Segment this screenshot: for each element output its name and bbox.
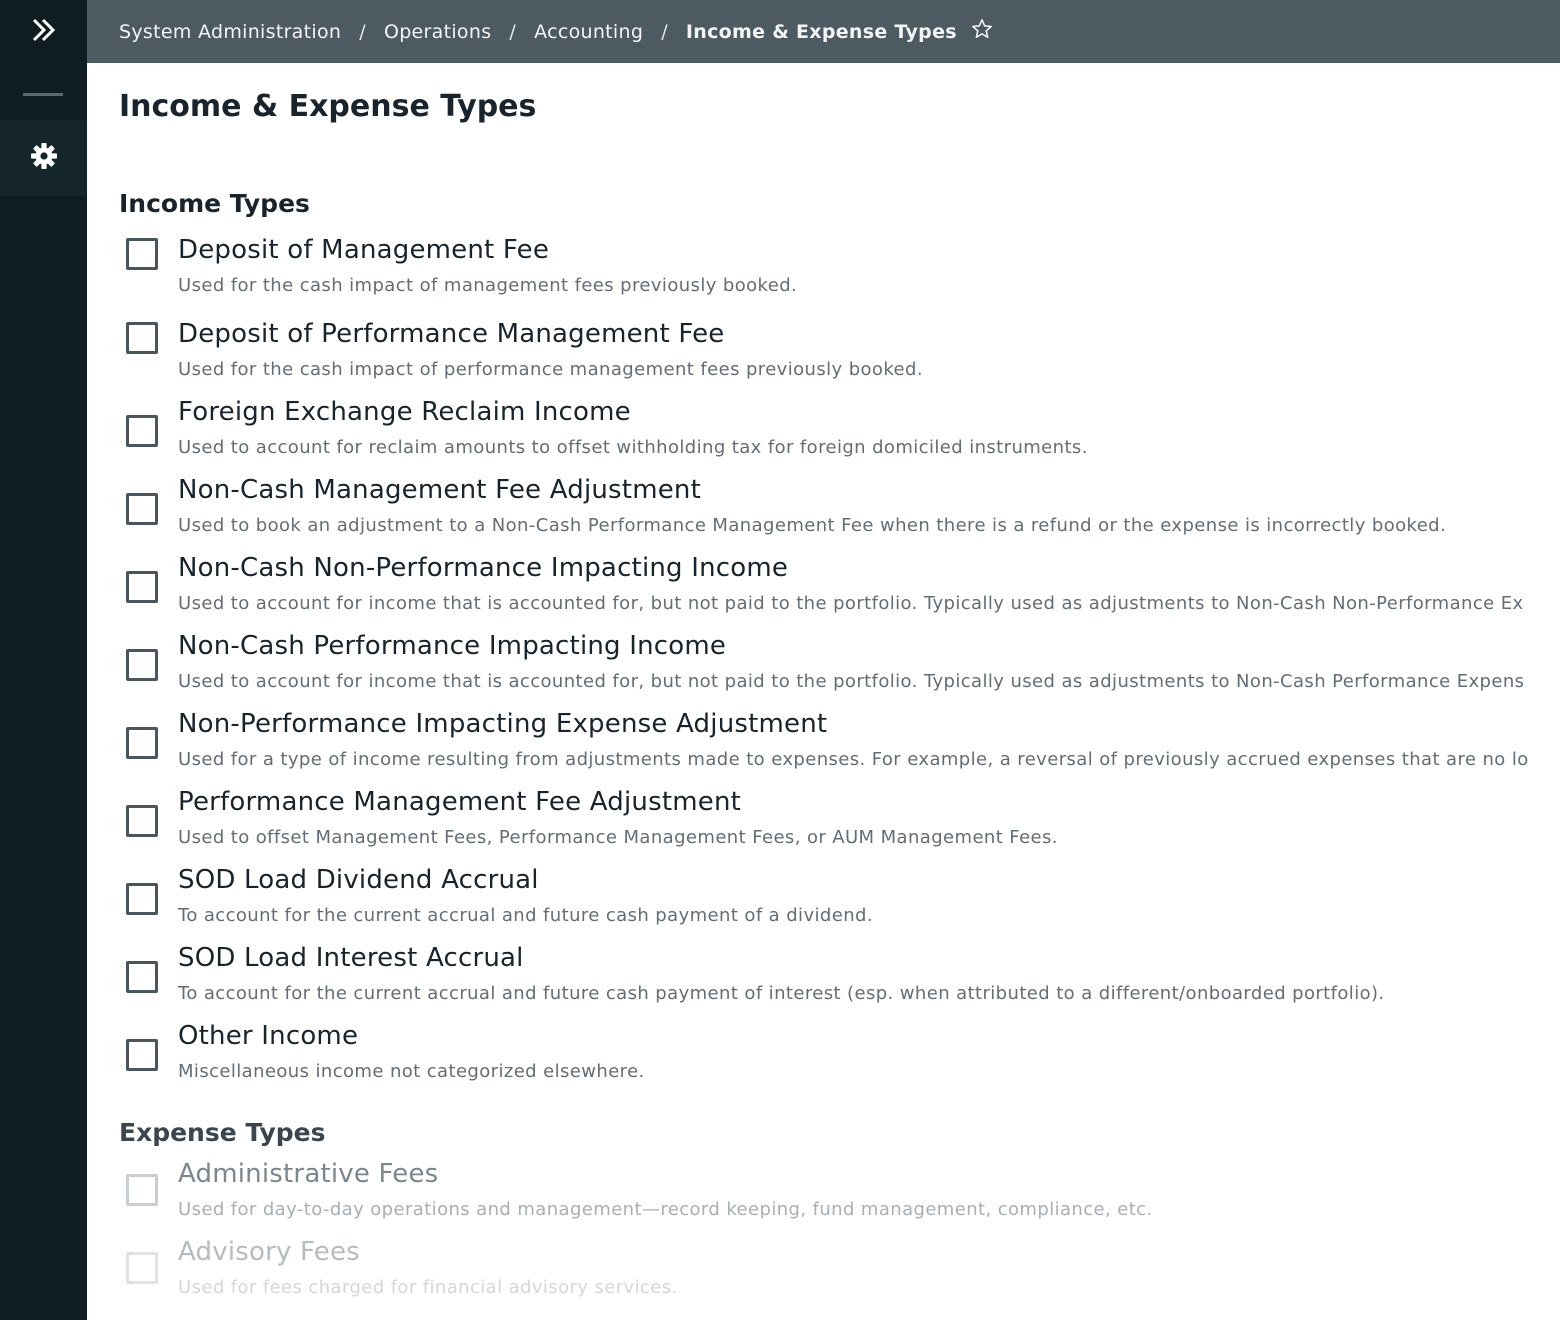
checkbox[interactable]: [126, 961, 158, 993]
option-label: Advisory Fees: [178, 1237, 360, 1267]
option-description: Used for a type of income resulting from adjustments made to expenses. For example, a reversal of previously accrued expenses that are no lo: [178, 749, 1529, 770]
main-content: [119, 63, 1560, 1320]
income-option-performance-management-fee-adjustment[interactable]: [119, 787, 1560, 857]
checkbox[interactable]: [126, 805, 158, 837]
checkbox[interactable]: [126, 1252, 158, 1284]
option-description: To account for the current accrual and future cash payment of interest (esp. when attributed to a different/onboarded portfolio).: [178, 983, 1385, 1004]
option-label: Deposit of Performance Management Fee: [178, 319, 725, 349]
option-description: Used to offset Management Fees, Performance Management Fees, or AUM Management Fees.: [178, 827, 1058, 848]
income-option-non-performance-expense-adjustment[interactable]: [119, 709, 1560, 779]
checkbox[interactable]: [126, 1039, 158, 1071]
expense-option-advisory-fees[interactable]: [119, 1237, 1560, 1307]
checkbox[interactable]: [126, 415, 158, 447]
breadcrumb-separator: /: [661, 20, 668, 43]
income-option-sod-load-interest-accrual[interactable]: [119, 943, 1560, 1013]
option-description: Used to account for income that is accounted for, but not paid to the portfolio. Typically used as adjustments to Non-Cash Performance Expens: [178, 671, 1525, 692]
option-label: Non-Cash Non-Performance Impacting Income: [178, 553, 789, 583]
sidebar: [0, 0, 87, 1320]
favorite-button[interactable]: [971, 18, 993, 45]
option-label: Deposit of Management Fee: [178, 235, 550, 265]
checkbox[interactable]: [126, 571, 158, 603]
option-label: Non-Cash Management Fee Adjustment: [178, 475, 701, 505]
option-label: Non-Cash Performance Impacting Income: [178, 631, 727, 661]
option-label: Other Income: [178, 1021, 359, 1051]
option-label: Performance Management Fee Adjustment: [178, 787, 742, 817]
checkbox[interactable]: [126, 883, 158, 915]
expand-sidebar-button[interactable]: [0, 0, 87, 63]
breadcrumb-system-administration[interactable]: System Administration: [119, 20, 342, 43]
checkbox[interactable]: [126, 493, 158, 525]
income-option-non-cash-non-performance-income[interactable]: [119, 553, 1560, 623]
checkbox[interactable]: [126, 649, 158, 681]
option-description: Miscellaneous income not categorized elsewhere.: [178, 1061, 645, 1082]
income-option-fx-reclaim-income[interactable]: [119, 397, 1560, 467]
expense-option-administrative-fees[interactable]: [119, 1159, 1560, 1229]
breadcrumb-operations[interactable]: Operations: [383, 20, 492, 43]
option-description: To account for the current accrual and future cash payment of a dividend.: [178, 905, 873, 926]
chevron-double-right-icon: [31, 17, 57, 47]
income-option-non-cash-management-fee-adjustment[interactable]: [119, 475, 1560, 545]
option-label: SOD Load Dividend Accrual: [178, 865, 539, 895]
income-option-deposit-performance-management-fee[interactable]: [119, 319, 1560, 389]
breadcrumb-separator: /: [509, 20, 517, 43]
sidebar-divider: [23, 93, 63, 96]
option-description: Used to account for reclaim amounts to offset withholding tax for foreign domiciled instruments.: [178, 437, 1088, 458]
income-option-sod-load-dividend-accrual[interactable]: [119, 865, 1560, 935]
breadcrumb-separator: /: [359, 20, 366, 43]
expense-types-heading: Expense Types: [119, 1118, 326, 1147]
option-label: SOD Load Interest Accrual: [178, 943, 524, 973]
option-description: Used for the cash impact of management fees previously booked.: [178, 275, 798, 296]
checkbox[interactable]: [126, 727, 158, 759]
checkbox[interactable]: [126, 322, 158, 354]
option-description: Used for fees charged for financial advisory services.: [178, 1277, 678, 1298]
option-label: Administrative Fees: [178, 1159, 439, 1189]
income-types-heading: Income Types: [119, 189, 310, 218]
option-description: Used for day-to-day operations and management—record keeping, fund management, compliance, etc.: [178, 1199, 1153, 1220]
option-description: Used to account for income that is accounted for, but not paid to the portfolio. Typically used as adjustments to Non-Cash Non-Performance Ex: [178, 593, 1524, 614]
income-option-non-cash-performance-income[interactable]: [119, 631, 1560, 701]
breadcrumb-current-page: Income & Expense Types: [685, 20, 957, 43]
gear-icon: [30, 142, 58, 174]
checkbox[interactable]: [126, 1174, 158, 1206]
income-option-deposit-management-fee[interactable]: [119, 235, 1560, 305]
breadcrumb-accounting[interactable]: Accounting: [534, 20, 644, 43]
breadcrumb: [87, 0, 1560, 63]
page-title: Income & Expense Types: [119, 89, 537, 124]
star-outline-icon: [971, 18, 993, 45]
sidebar-item-settings[interactable]: [0, 120, 87, 196]
option-description: Used to book an adjustment to a Non-Cash Performance Management Fee when there is a refund or the expense is incorrectly booked.: [178, 515, 1447, 536]
option-label: Foreign Exchange Reclaim Income: [178, 397, 631, 427]
income-option-other-income[interactable]: [119, 1021, 1560, 1091]
option-label: Non-Performance Impacting Expense Adjustment: [178, 709, 828, 739]
option-description: Used for the cash impact of performance management fees previously booked.: [178, 359, 923, 380]
checkbox[interactable]: [126, 238, 158, 270]
